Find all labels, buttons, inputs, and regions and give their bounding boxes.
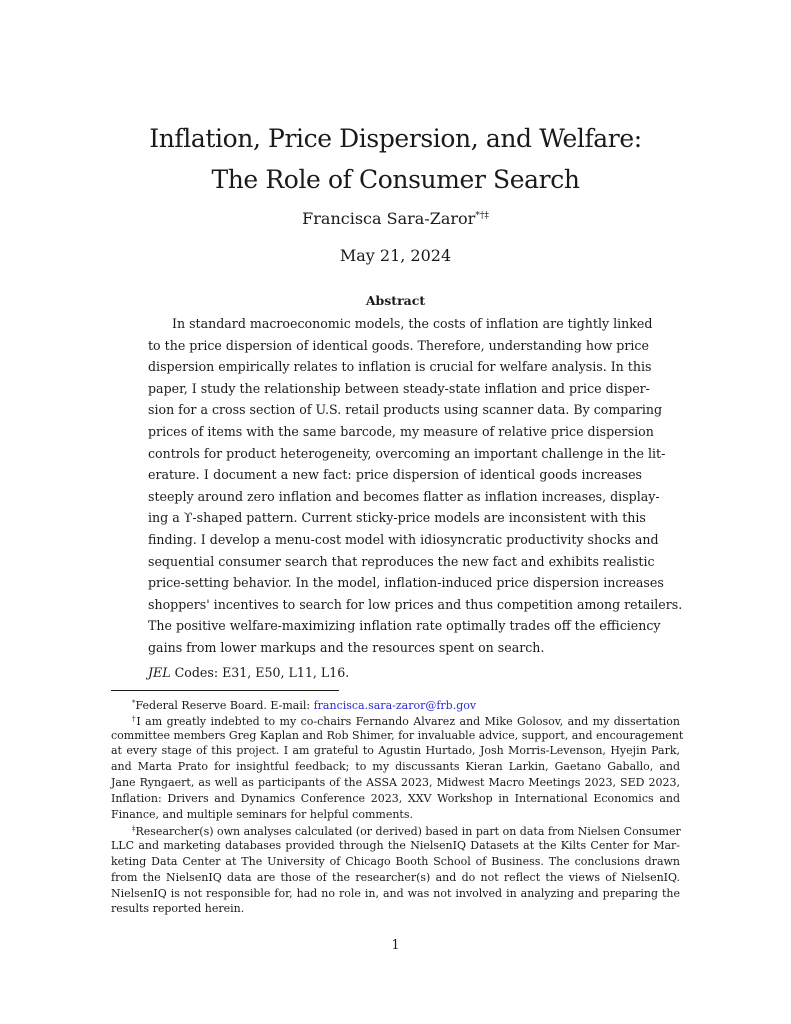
footnote-3-text: Researcher(s) own analyses calculated (or derived) based in part on data from Nielsen Consumer xyxy=(135,825,681,839)
footnote-3-line: LLC and marketing databases provided through the NielsenIQ Datasets at the Kilts Center for Mar- xyxy=(111,839,680,853)
jel-codes-text: Codes: E31, E50, L11, L16. xyxy=(174,665,350,680)
abstract-line: finding. I develop a menu-cost model with idiosyncratic productivity shocks and xyxy=(148,531,659,547)
footnote-2-line: committee members Greg Kaplan and Rob Shimer, for invaluable advice, support, and encouragement xyxy=(111,728,684,742)
paper-title xyxy=(0,118,791,200)
footnote-1-text: Federal Reserve Board. E-mail: xyxy=(135,699,314,712)
footnote-3-line: keting Data Center at The University of Chicago Booth School of Business. The conclusions drawn xyxy=(111,854,680,868)
abstract-line: price-setting behavior. In the model, inflation-induced price dispersion increases xyxy=(148,575,664,591)
abstract-line: In standard macroeconomic models, the costs of inflation are tightly linked xyxy=(172,316,653,331)
footnote-1 xyxy=(111,696,680,712)
abstract-line: sion for a cross section of U.S. retail products using scanner data. By comparing xyxy=(148,402,663,418)
footnote-mark: * xyxy=(132,699,136,707)
footnote-rule xyxy=(111,690,339,691)
abstract-line: gains from lower markups and the resources spent on search. xyxy=(148,639,545,655)
abstract-line: to the price dispersion of identical goods. Therefore, understanding how price xyxy=(148,337,649,353)
author-email-link[interactable]: francisca.sara-zaror@frb.gov xyxy=(313,699,477,712)
abstract-line: ing a ϒ-shaped pattern. Current sticky-price models are inconsistent with this xyxy=(148,510,646,526)
footnote-2-line: Jane Ryngaert, as well as participants of the ASSA 2023, Midwest Macro Meetings 2023, SED 2023, xyxy=(111,775,680,789)
footnote-3-line xyxy=(111,822,680,838)
title-line-2: The Role of Consumer Search xyxy=(211,165,580,194)
abstract-heading: Abstract xyxy=(365,293,426,308)
publication-date: May 21, 2024 xyxy=(339,246,452,265)
abstract-line: controls for product heterogeneity, overcoming an important challenge in the lit- xyxy=(148,445,666,461)
footnote-3-line: from the NielsenIQ data are those of the researcher(s) and do not reflect the views of NielsenIQ. xyxy=(111,870,680,884)
abstract-line: The positive welfare-maximizing inflation rate optimally trades off the efficiency xyxy=(148,618,661,634)
jel-label: JEL xyxy=(148,665,171,680)
footnote-2-line xyxy=(111,712,680,728)
author xyxy=(0,205,791,230)
abstract-line: steeply around zero inflation and becomes flatter as inflation increases, display- xyxy=(148,488,660,504)
footnote-2-line: Inflation: Drivers and Dynamics Conference 2023, XXV Workshop in International Economics and xyxy=(111,791,680,805)
footnote-2-text: I am greatly indebted to my co-chairs Fernando Alvarez and Mike Golosov, and my dissertation xyxy=(136,714,681,728)
footnote-2-line: and Marta Prato for insightful feedback; to my discussants Kieran Larkin, Gaetano Gaballo, and xyxy=(111,760,680,774)
abstract-line: prices of items with the same barcode, my measure of relative price dispersion xyxy=(148,423,654,439)
footnote-mark: ‡ xyxy=(132,825,136,834)
footnote-2-line: Finance, and multiple seminars for helpful comments. xyxy=(111,807,413,821)
footnote-2-line: at every stage of this project. I am grateful to Agustin Hurtado, Josh Morris-Levenson, Hyejin Park, xyxy=(111,744,680,758)
abstract-line: dispersion empirically relates to inflation is crucial for welfare analysis. In this xyxy=(148,359,652,375)
author-name: Francisca Sara-Zaror xyxy=(302,209,476,228)
title-line-1: Inflation, Price Dispersion, and Welfare: xyxy=(149,124,642,153)
footnote-3-line: NielsenIQ is not responsible for, had no role in, and was not involved in analyzing and preparing the xyxy=(111,886,680,900)
footnote-mark: † xyxy=(132,714,137,723)
abstract-line: erature. I document a new fact: price dispersion of identical goods increases xyxy=(148,467,642,483)
page-number: 1 xyxy=(391,937,400,952)
abstract-line: sequential consumer search that reproduces the new fact and exhibits realistic xyxy=(148,553,655,569)
footnote-3-line: results reported herein. xyxy=(111,902,245,916)
abstract-line: paper, I study the relationship between steady-state inflation and price disper- xyxy=(148,380,650,396)
footnotes xyxy=(111,696,684,917)
abstract-body xyxy=(148,313,683,659)
jel-codes xyxy=(148,662,349,684)
abstract-line: shoppers' incentives to search for low prices and thus competition among retailers. xyxy=(148,596,683,612)
author-footnote-marks[interactable]: *†‡ xyxy=(475,211,489,221)
